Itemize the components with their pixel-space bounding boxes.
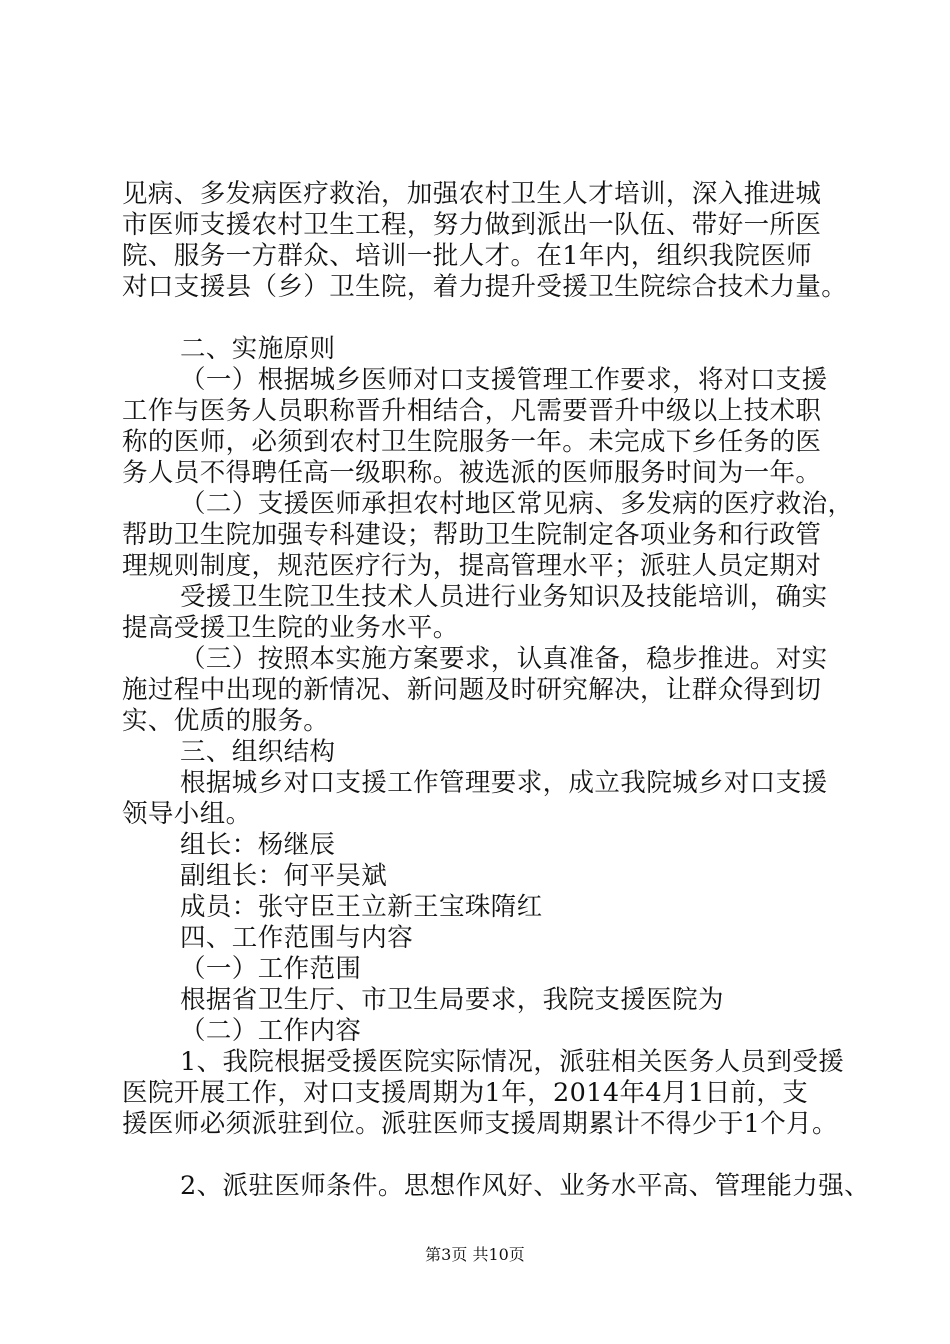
- text-line: 成员：张守臣王立新王宝珠隋红: [180, 892, 543, 922]
- section-heading: 二、实施原则: [180, 334, 336, 364]
- page-number: 第3页 共10页: [425, 1245, 525, 1264]
- text-line: （一）根据城乡医师对口支援管理工作要求，将对口支援: [180, 365, 828, 395]
- text-line: 称的医师，必须到农村卫生院服务一年。未完成下乡任务的医: [122, 427, 822, 457]
- text-line: 见病、多发病医疗救治，加强农村卫生人才培训，深入推进城: [122, 179, 822, 209]
- text-line: 工作与医务人员职称晋升相结合，凡需要晋升中级以上技术职: [122, 396, 822, 426]
- text-line: 市医师支援农村卫生工程，努力做到派出一队伍、带好一所医: [122, 210, 822, 240]
- text-line: 根据城乡对口支援工作管理要求，成立我院城乡对口支援: [180, 768, 828, 798]
- text-line: 理规则制度，规范医疗行为，提高管理水平；派驻人员定期对: [122, 551, 822, 581]
- text-line: 施过程中出现的新情况、新问题及时研究解决，让群众得到切: [122, 675, 822, 705]
- text-line: （三）按照本实施方案要求，认真准备，稳步推进。对实: [180, 644, 828, 674]
- section-heading: 三、组织结构: [180, 737, 336, 767]
- text-line: 受援卫生院卫生技术人员进行业务知识及技能培训，确实: [180, 582, 828, 612]
- text-line: 院、服务一方群众、培训一批人才。在1年内，组织我院医师: [122, 241, 813, 271]
- text-line: 务人员不得聘任高一级职称。被选派的医师服务时间为一年。: [122, 458, 822, 488]
- text-line: 副组长：何平吴斌: [180, 861, 388, 891]
- text-line: 实、优质的服务。: [122, 706, 330, 736]
- text-line: （二）工作内容: [180, 1016, 362, 1046]
- text-line: 提高受援卫生院的业务水平。: [122, 613, 459, 643]
- text-line: 对口支援县（乡）卫生院，着力提升受援卫生院综合技术力量。: [122, 272, 848, 302]
- text-line: 帮助卫生院加强专科建设；帮助卫生院制定各项业务和行政管: [122, 520, 822, 550]
- text-line: （二）支援医师承担农村地区常见病、多发病的医疗救治，: [180, 489, 854, 519]
- text-line: 医院开展工作，对口支援周期为1年，2014年4月1日前，支: [122, 1078, 809, 1108]
- text-line: 2、派驻医师条件。思想作风好、业务水平高、管理能力强、: [180, 1171, 871, 1201]
- text-line: 1、我院根据受援医院实际情况，派驻相关医务人员到受援: [180, 1047, 845, 1077]
- text-line: 根据省卫生厅、市卫生局要求，我院支援医院为: [180, 985, 724, 1015]
- text-line: 领导小组。: [122, 799, 252, 829]
- text-line: （一）工作范围: [180, 954, 362, 984]
- text-line: 援医师必须派驻到位。派驻医师支援周期累计不得少于1个月。: [122, 1109, 838, 1139]
- section-heading: 四、工作范围与内容: [180, 923, 414, 953]
- text-line: 组长：杨继辰: [180, 830, 336, 860]
